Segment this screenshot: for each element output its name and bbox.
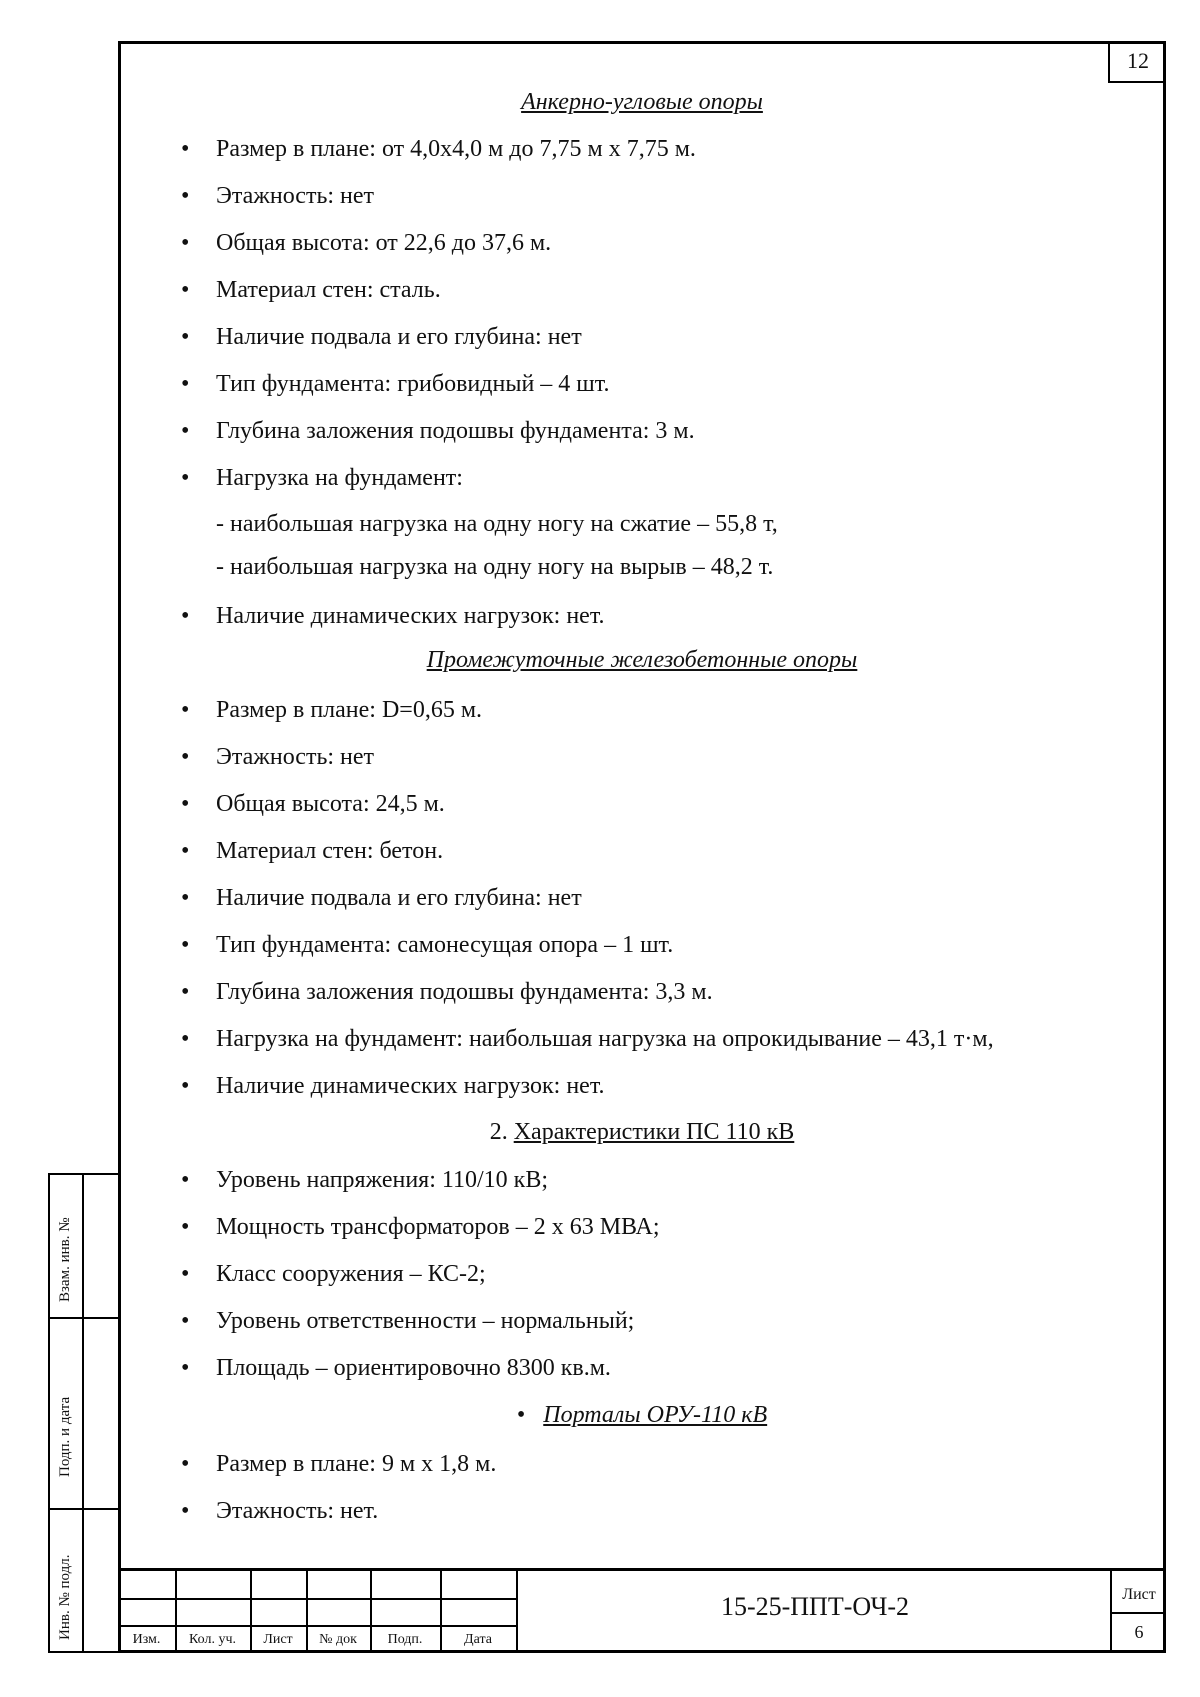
list-item: Материал стен: бетон. xyxy=(216,838,444,864)
bullet: • xyxy=(181,979,190,1005)
list-item: Наличие подвала и его глубина: нет xyxy=(216,324,582,350)
bullet: • xyxy=(181,230,190,256)
list-item: Нагрузка на фундамент: наибольшая нагрузка на опрокидывание – 43,1 т·м, xyxy=(216,1026,994,1052)
list-item: Уровень напряжения: 110/10 кВ; xyxy=(216,1167,549,1193)
sheet-number: 6 xyxy=(1134,1622,1144,1642)
section-title-substation: 2. Характеристики ПС 110 кВ xyxy=(489,1119,795,1145)
document-code: 15-25-ППТ-ОЧ-2 xyxy=(720,1592,910,1621)
title-block-col-change: Изм. xyxy=(132,1632,161,1647)
bullet: • xyxy=(516,1402,544,1428)
bullet: • xyxy=(181,1498,190,1524)
bullet: • xyxy=(181,371,190,397)
bullet: • xyxy=(181,603,190,629)
list-item: Класс сооружения – КС-2; xyxy=(216,1261,486,1287)
page-number: 12 xyxy=(1108,41,1166,83)
bullet: • xyxy=(181,1214,190,1240)
list-item: Нагрузка на фундамент: xyxy=(216,465,463,491)
list-item: Этажность: нет. xyxy=(216,1498,379,1524)
bullet: • xyxy=(181,932,190,958)
bullet: • xyxy=(181,465,190,491)
title-block-col-date: Дата xyxy=(464,1632,492,1647)
sub-item: - наибольшая нагрузка на одну ногу на вырыв – 48,2 т. xyxy=(216,554,774,580)
section-title-concrete-supports: Промежуточные железобетонные опоры xyxy=(426,647,858,673)
bullet: • xyxy=(181,1026,190,1052)
title-block-divider xyxy=(118,1625,516,1627)
title-block-col-doc: № док xyxy=(319,1632,357,1647)
sheet-label: Лист xyxy=(1122,1586,1156,1603)
list-item: Размер в плане: D=0,65 м. xyxy=(216,697,483,723)
list-item: Площадь – ориентировочно 8300 кв.м. xyxy=(216,1355,611,1381)
bullet: • xyxy=(181,791,190,817)
margin-label-inventory: Инв. № подл. xyxy=(57,1554,73,1640)
list-item: Уровень ответственности – нормальный; xyxy=(216,1308,635,1334)
bullet: • xyxy=(181,1451,190,1477)
title-block-divider xyxy=(1110,1612,1166,1614)
title-block-col-qty: Кол. уч. xyxy=(189,1632,236,1647)
bullet: • xyxy=(181,136,190,162)
bullet: • xyxy=(181,1355,190,1381)
list-item: Этажность: нет xyxy=(216,183,375,209)
bullet: • xyxy=(181,1073,190,1099)
list-item: Мощность трансформаторов – 2 х 63 МВА; xyxy=(216,1214,660,1240)
section-title-portals: • Порталы ОРУ-110 кВ xyxy=(516,1402,768,1428)
list-item: Глубина заложения подошвы фундамента: 3,3 м. xyxy=(216,979,713,1005)
list-item: Общая высота: 24,5 м. xyxy=(216,791,445,817)
margin-label-signature-date: Подп. и дата xyxy=(57,1396,73,1477)
margin-label-replacement: Взам. инв. № xyxy=(57,1217,73,1302)
title-block-col-sheet: Лист xyxy=(263,1632,293,1647)
list-item: Тип фундамента: самонесущая опора – 1 шт. xyxy=(216,932,674,958)
title-block-col-signature: Подп. xyxy=(387,1632,423,1647)
margin-stamp-divider xyxy=(48,1508,118,1510)
margin-stamp-divider xyxy=(48,1317,118,1319)
bullet: • xyxy=(181,324,190,350)
list-item: Размер в плане: 9 м х 1,8 м. xyxy=(216,1451,497,1477)
bullet: • xyxy=(181,1308,190,1334)
list-item: Наличие динамических нагрузок: нет. xyxy=(216,603,605,629)
bullet: • xyxy=(181,885,190,911)
list-item: Тип фундамента: грибовидный – 4 шт. xyxy=(216,371,610,397)
bullet: • xyxy=(181,838,190,864)
sub-item: - наибольшая нагрузка на одну ногу на сжатие – 55,8 т, xyxy=(216,511,778,537)
bullet: • xyxy=(181,183,190,209)
list-item: Глубина заложения подошвы фундамента: 3 м. xyxy=(216,418,695,444)
list-item: Этажность: нет xyxy=(216,744,375,770)
title-block-divider xyxy=(118,1598,516,1600)
list-item: Общая высота: от 22,6 до 37,6 м. xyxy=(216,230,552,256)
list-item: Материал стен: сталь. xyxy=(216,277,441,303)
section-title-anchor-supports: Анкерно-угловые опоры xyxy=(521,89,763,115)
bullet: • xyxy=(181,418,190,444)
list-item: Размер в плане: от 4,0х4,0 м до 7,75 м х 7,75 м. xyxy=(216,136,696,162)
bullet: • xyxy=(181,277,190,303)
bullet: • xyxy=(181,697,190,723)
list-item: Наличие динамических нагрузок: нет. xyxy=(216,1073,605,1099)
list-item: Наличие подвала и его глубина: нет xyxy=(216,885,582,911)
bullet: • xyxy=(181,1261,190,1287)
bullet: • xyxy=(181,1167,190,1193)
bullet: • xyxy=(181,744,190,770)
